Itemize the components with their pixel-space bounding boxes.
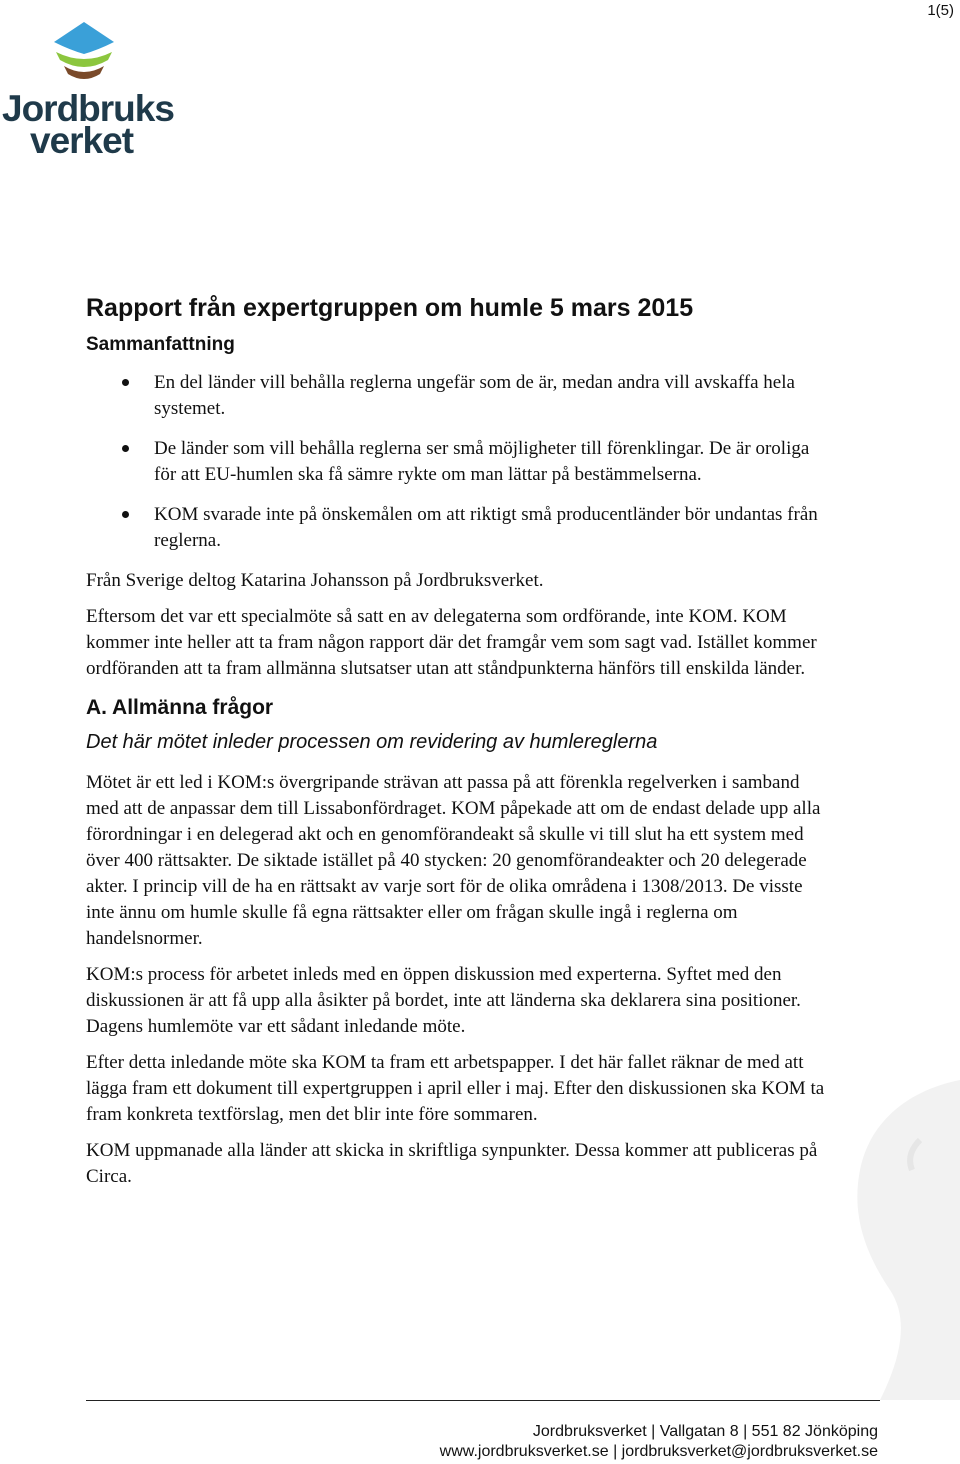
summary-list xyxy=(86,370,826,554)
list-item xyxy=(86,370,826,422)
logo-wordmark-line1: Jordbruks xyxy=(2,88,174,129)
document-title: Rapport från expertgruppen om humle 5 mars 2015 xyxy=(86,294,694,322)
document-body xyxy=(86,292,826,1200)
chair-paragraph: Eftersom det var ett specialmöte så satt en av delegaterna som ordförande, inte KOM. KOM kommer inte heller att ta fram någon rapport där det framgår vem som sagt vad. Istället kommer ordföranden att ta fram allmänna slutsatser utan att ståndpunkterna hänförs till enskilda länder. xyxy=(86,606,817,679)
bullet-icon xyxy=(122,511,129,518)
footer xyxy=(440,1422,878,1462)
body-paragraph: Mötet är ett led i KOM:s övergripande strävan att passa på att förenkla regelverken i samband med att de anpassar dem till Lissabonfördraget. KOM påpekade att om de endast delade upp alla förordningar i en delegerad akt och en genomförandeakt så skulle vi till slut ha ett system med över 400 rättsakter. De siktade istället på 40 stycken: 20 genomförandeakter och 20 delegerade akter. I princip vill de ha en rättsakt av varje sort för de olika områdena i 1308/2013. De visste inte ännu om humle skulle få egna rättsakter eller om frågan skulle ingå i reglerna om handelsnormer. xyxy=(86,772,821,949)
participant-paragraph: Från Sverige deltog Katarina Johansson på Jordbruksverket. xyxy=(86,570,544,591)
footer-divider xyxy=(86,1400,880,1401)
logo-mark-icon xyxy=(50,20,118,88)
body-paragraph: Efter detta inledande möte ska KOM ta fram ett arbetspapper. I det här fallet räknar de med att lägga fram ett dokument till expertgruppen i april eller i maj. Efter den diskussionen ska KOM ta fram konkreta textförslag, men det blir inte före sommaren. xyxy=(86,1052,825,1125)
body-paragraph: KOM uppmanade alla länder att skicka in skriftliga synpunkter. Dessa kommer att publiceras på Circa. xyxy=(86,1140,818,1187)
section-a-heading: A. Allmänna frågor xyxy=(86,696,274,719)
bullet-icon xyxy=(122,379,129,386)
logo-wordmark-line2: verket xyxy=(30,120,134,161)
bullet-icon xyxy=(122,445,129,452)
footer-address: Jordbruksverket | Vallgatan 8 | 551 82 Jönköping xyxy=(532,1423,878,1440)
body-paragraph: KOM:s process för arbetet inleds med en öppen diskussion med experterna. Syftet med den diskussionen är att få upp alla åsikter på bordet, inte att länderna ska deklarera sina positioner. Dagens humlemöte var ett sådant inledande möte. xyxy=(86,964,801,1037)
list-item-text: KOM svarade inte på önskemålen om att riktigt små producentländer bör undantas från reglerna. xyxy=(154,504,818,551)
list-item-text: En del länder vill behålla reglerna ungefär som de är, medan andra vill avskaffa hela systemet. xyxy=(154,372,795,419)
list-item xyxy=(86,502,826,554)
section-a-subheading: Det här mötet inleder processen om revidering av humlereglerna xyxy=(86,731,658,753)
list-item-text: De länder som vill behålla reglerna ser små möjligheter till förenklingar. De är oroliga för att EU-humlen ska få sämre rykte om man lättar på bestämmelserna. xyxy=(154,438,810,485)
jordbruksverket-logo xyxy=(2,20,174,161)
footer-contact: www.jordbruksverket.se | jordbruksverket@jordbruksverket.se xyxy=(439,1443,878,1460)
list-item xyxy=(86,436,826,488)
summary-heading: Sammanfattning xyxy=(86,334,235,355)
page-number: 1(5) xyxy=(927,2,954,19)
